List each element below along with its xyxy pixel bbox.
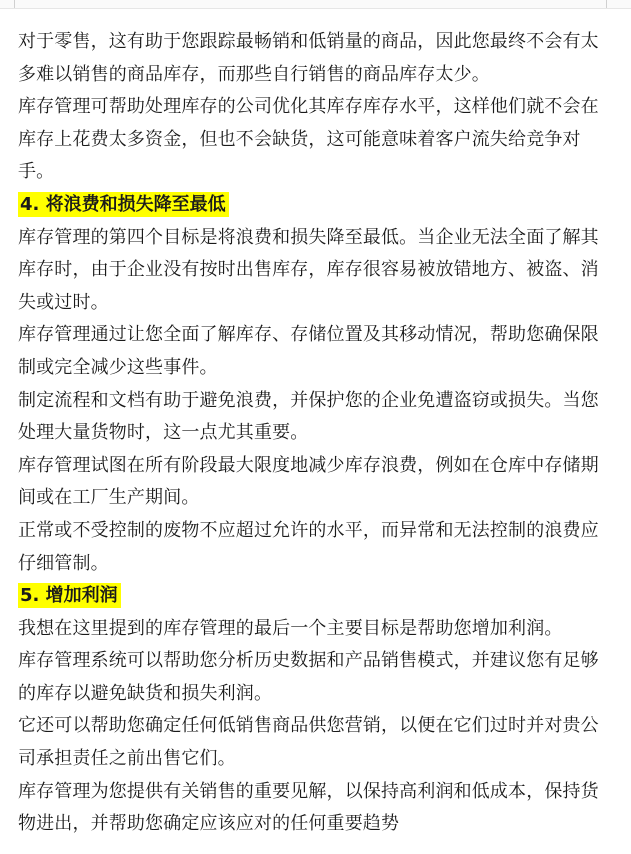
paragraph-full-visibility: 库存管理通过让您全面了解库存、存储位置及其移动情况，帮助您确保限制或完全减少这些事件。 [18,324,599,378]
heading-highlight: 4. 将浪费和损失降至最低 [18,192,229,217]
page-corner-mark-right [606,0,617,8]
heading-highlight: 5. 增加利润 [18,583,121,608]
paragraph-increase-profit: 我想在这里提到的库存管理的最后一个主要目标是帮助您增加利润。 [18,617,563,639]
paragraph-waste-control: 正常或不受控制的废物不应超过允许的水平，而异常和无法控制的浪费应仔细管制。 [18,519,599,574]
document-body [18,26,608,841]
section-heading-5 [18,580,608,613]
paragraph-process-docs: 制定流程和文档有助于避免浪费，并保护您的企业免遭盗窃或损失。当您处理大量货物时，这一点尤其重要。 [18,389,599,444]
paragraph-retail: 对于零售，这有助于您跟踪最畅销和低销量的商品，因此您最终不会有太多难以销售的商品库存，而那些自行销售的商品库存太少。 [18,31,599,85]
paragraph-optimize-stock: 库存管理可帮助处理库存的公司优化其库存库存水平，这样他们就不会在库存上花费太多资金，但也不会缺货，这可能意味着客户流失给竞争对手。 [18,96,599,183]
page-corner-mark-left [14,0,25,8]
paragraph-history-analysis: 库存管理系统可以帮助您分析历史数据和产品销售模式，并建议您有足够的库存以避免缺货和损失利润。 [18,650,599,704]
section-heading-4 [18,189,608,222]
paragraph-insights: 库存管理为您提供有关销售的重要见解，以保持高利润和低成本，保持货物进出，并帮助您确定应该应对的任何重要趋势 [18,780,599,835]
paragraph-minimize-waste: 库存管理试图在所有阶段最大限度地减少库存浪费，例如在仓库中存储期间或在工厂生产期间。 [18,454,599,509]
page-top-edge [0,0,631,9]
paragraph-goal-four: 库存管理的第四个目标是将浪费和损失降至最低。当企业无法全面了解其库存时，由于企业没有按时出售库存，库存很容易被放错地方、被盗、消失或过时。 [18,226,599,313]
paragraph-low-sales: 它还可以帮助您确定任何低销售商品供您营销，以便在它们过时并对贵公司承担责任之前出售它们。 [18,715,599,770]
